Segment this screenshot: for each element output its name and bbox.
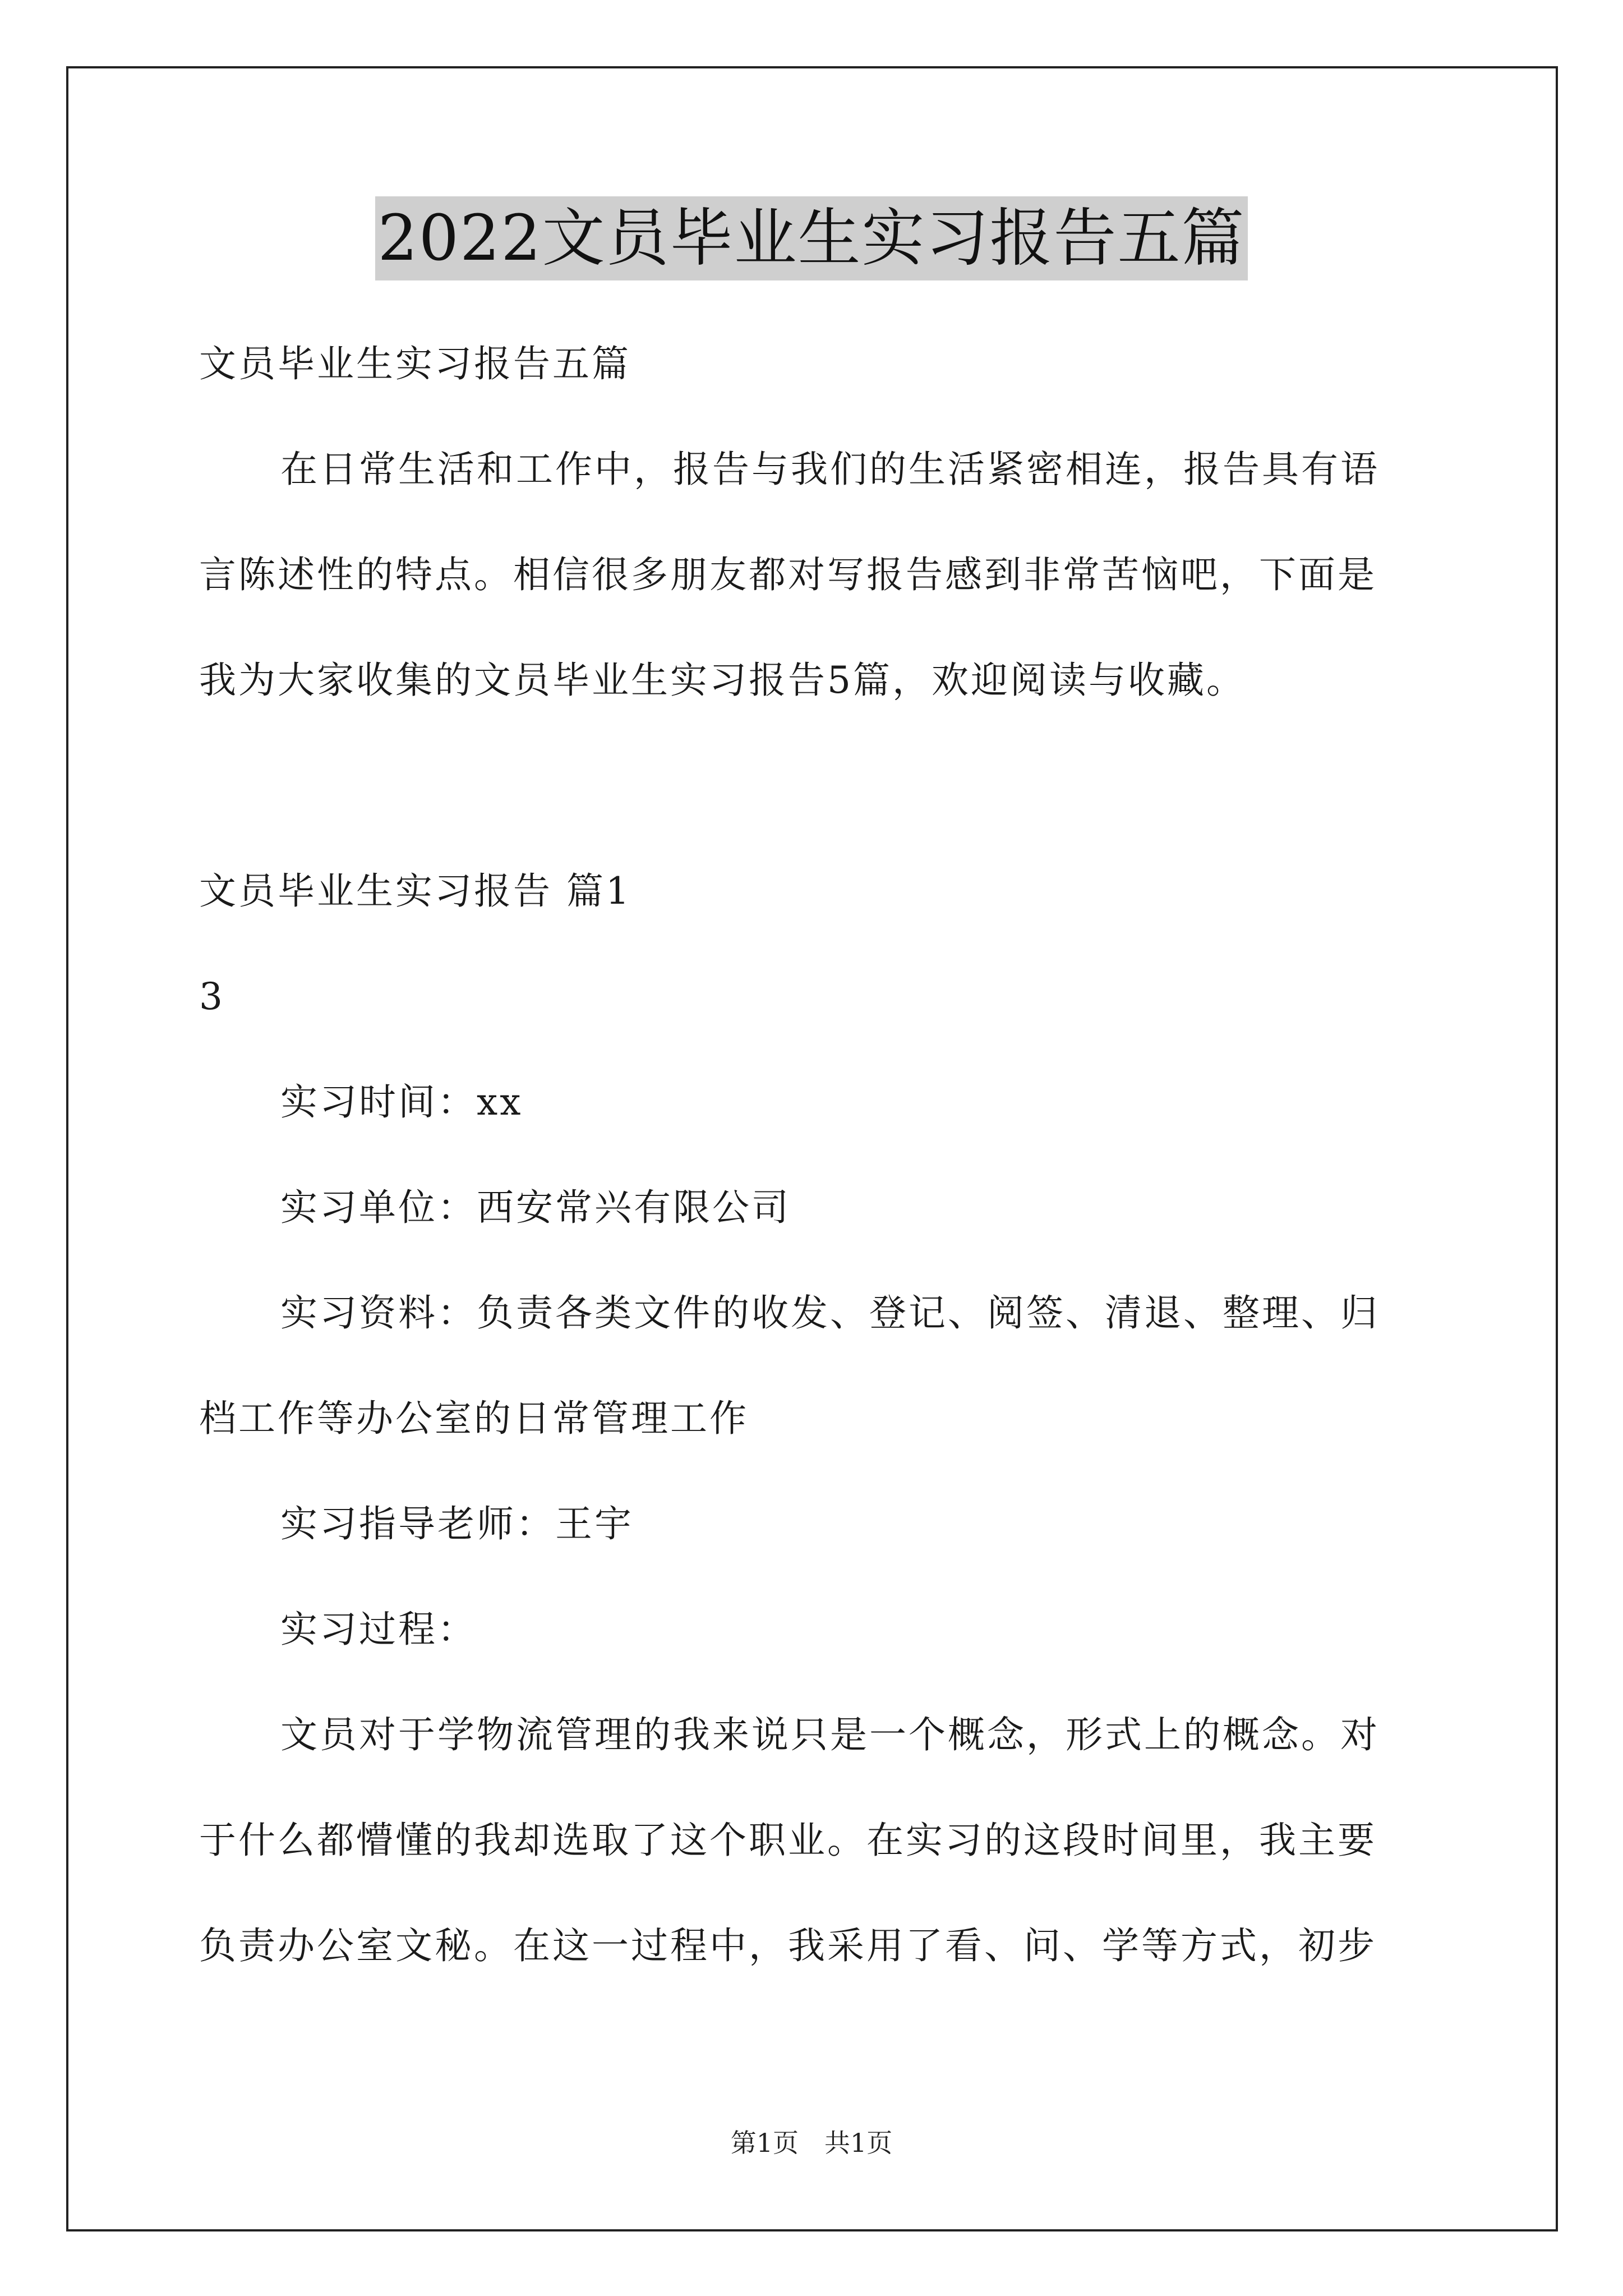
paragraph-line: 实习单位：西安常兴有限公司 bbox=[280, 1186, 791, 1229]
paragraph-line: 言陈述性的特点。相信很多朋友都对写报告感到非常苦恼吧，下面是 bbox=[199, 553, 1377, 596]
title-container bbox=[0, 196, 1623, 280]
paragraph-line: 负责办公室文秘。在这一过程中，我采用了看、问、学等方式，初步 bbox=[199, 1924, 1377, 1967]
paragraph-line: 档工作等办公室的日常管理工作 bbox=[199, 1397, 749, 1440]
paragraph-line: 实习资料：负责各类文件的收发、登记、阅签、清退、整理、归 bbox=[280, 1291, 1380, 1335]
paragraph-line: 我为大家收集的文员毕业生实习报告5篇，欢迎阅读与收藏。 bbox=[199, 659, 1246, 702]
page-number: 第1页 bbox=[730, 2128, 799, 2158]
page-total: 共1页 bbox=[824, 2128, 893, 2158]
paragraph-line: 文员毕业生实习报告五篇 bbox=[199, 342, 631, 385]
paragraph-line: 在日常生活和工作中，报告与我们的生活紧密相连，报告具有语 bbox=[280, 448, 1380, 491]
paragraph-line: 实习指导老师：王宇 bbox=[280, 1502, 634, 1545]
page-footer bbox=[0, 2126, 1623, 2160]
paragraph-line: 3 bbox=[199, 975, 225, 1018]
paragraph-line: 文员对于学物流管理的我来说只是一个概念，形式上的概念。对 bbox=[280, 1713, 1380, 1756]
document-body bbox=[199, 311, 1433, 1999]
paragraph-line: 于什么都懵懂的我却选取了这个职业。在实习的这段时间里，我主要 bbox=[199, 1819, 1377, 1862]
paragraph-line: 实习时间：xx bbox=[280, 1080, 523, 1124]
document-title: 2022文员毕业生实习报告五篇 bbox=[375, 196, 1247, 280]
paragraph-gap bbox=[199, 733, 1433, 839]
paragraph-line: 实习过程： bbox=[280, 1608, 477, 1651]
paragraph-line: 文员毕业生实习报告 篇1 bbox=[199, 869, 631, 913]
